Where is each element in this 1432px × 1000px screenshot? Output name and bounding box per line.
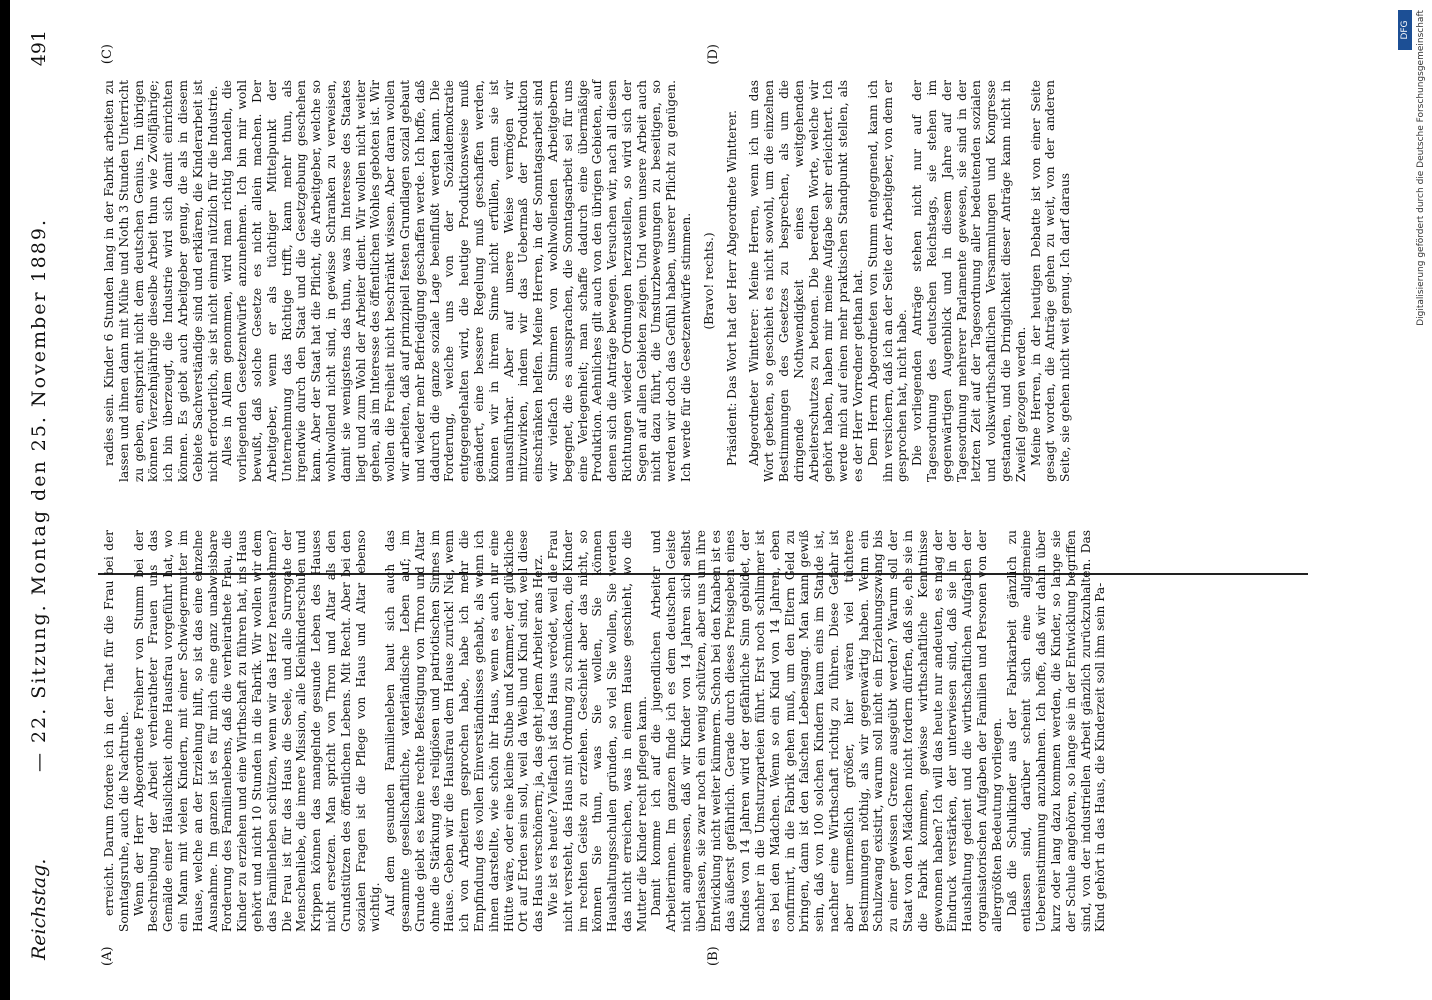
paragraph: Wenn der Herr Abgeordnete Freiherr von Stumm bei der Beschreibung der Arbeit verheiratheter Frauen uns das Gemälde einer Häuslichkeit ohne Hausfrau vorgeführt hat, wo ein Mann mit vielen Kindern, mit einer Schwiegermutter im Hause, welche an der Erziehung hilft, so ist das eine einzelne Ausnahme. Im ganzen ist es für mich eine ganz unabweisbare Forderung des Familienlebens, daß die verheirathete Frau, die Kinder zu erziehen und eine Wirthschaft zu führen hat, ins Haus gehört und nicht 10 Stunden in die Fabrik. Wir wollen wir dem das Familienleben schützen, wenn wir das Herz herausnehmen? Die Frau ist für das Haus die Seele, und alle Surrogate der Menschenliebe, die innere Mission, alle Kleinkinderschulen und Krippen können das mangelnde gesunde Leben des Hauses nicht ersetzen. Man spricht von Thron und Altar als den Grundstützen des öffentlichen Lebens. Mit Recht. Aber bei den sozialen Fragen ist die Pflege von Haus und Altar ebenso wichtig. — [131, 530, 383, 932]
paragraph: Abgeordneter Wintterer: Meine Herren, wenn ich um das Wort gebeten, so geschieht es nicht sowohl, um die einzelnen Bestimmungen des Gesetzes zu besprechen, als um die dringende Nothwendigkeit eines weitgehenden Arbeiterschutzes zu betonen. Die beredten Worte, welche wir gehört haben, haben mir meine Aufgabe sehr erleichtert. Ich werde mich auf einen mehr praktischen Standpunkt stellen, als es der Herr Vorredner gethan hat. — [747, 80, 866, 482]
margin-marker-d: (D) — [706, 44, 721, 65]
page-header — [6, 30, 66, 960]
digitization-credit: Digitalisierung gefördert durch die Deutsche Forschungsgemeinschaft — [1416, 10, 1426, 326]
margin-marker-b: (B) — [706, 946, 721, 966]
paragraph: erreicht. Darum fordere ich in der That für die Frau bei der Sonntagsruhe, auch die Nachtruhe. — [102, 530, 131, 932]
right-column — [102, 80, 1302, 482]
paragraph: Die vorliegenden Anträge stehen nicht nur auf der Tagesordnung des deutschen Reichstags, sie stehen im gegenwärtigen Augenblick und in diesem Jahre auf der Tagesordnung mehrerer Parlamente gewesen, sie sind in der letzten Zeit auf der Tagesordnung aller bedeutenden sozialen und volkswirthschaftlichen Versammlungen und Kongresse gestanden, und die Dringlichkeit dieser Anträge kann nicht in Zweifel gezogen werden. — [910, 80, 1028, 482]
header-title: — 22. Sitzung. Montag den 25. November 1889. — [28, 218, 50, 772]
header-left: Reichstag. — [28, 858, 50, 960]
paragraph: Auf dem gesunden Familienleben baut sich auch das gesammte gesellschaftliche, vaterländische Leben auf; im Grunde giebt es keine rechte Befestigung von Thron und Altar ohne die Stärkung des religiösen und patriotischen Sinnes im Hause. Geben wir die Hausfrau dem Hause zurück! Nie, wenn ich von Arbeitern gesprochen habe, habe ich mehr die Empfindung des vollen Einverständnisses gehabt, als wenn ich ihnen darstellte, wie schön ihr Haus, wenn es auch nur eine Hütte wäre, oder eine kleine Stube und Kammer, der glückliche Ort auf Erden sein soll, weil da Weib und Kind sind, weil diese das Haus verschönern; ja, das geht jedem Arbeiter ans Herz. — [383, 530, 546, 932]
paragraph: Meine Herren, in der heutigen Debatte ist von einer Seite gesagt worden, die Anträge gehen zu weit, von der anderen Seite, sie gehen nicht weit genug. Ich darf daraus — [1028, 80, 1073, 482]
paragraph: radies sein. Kinder 6 Stunden lang in der Fabrik arbeiten zu lassen und ihnen dann mit Mühe und Noth 3 Stunden Unterricht zu geben, entspricht nicht dem deutschen Genius. Im übrigen können Vierzehnjährige dieselbe Arbeit thun wie Zwölfjährige; ich bin überzeugt, die Industrie wird sich damit einrichten können. Es giebt auch Arbeitgeber genug, die als in diesem Gebiete Sachverständige sind und erklären, die Kinderarbeit ist nicht erforderlich, sie ist nicht einmal nützlich für die Industrie. — [102, 80, 220, 482]
paragraph: Dem Herrn Abgeordneten von Stumm entgegnend, kann ich ihn versichern, daß ich an der Seite der Arbeitgeber, von dem er gesprochen hat, nicht habe. — [865, 80, 910, 482]
paragraph: Wie ist es heute? Vielfach ist das Haus verödet, weil die Frau nicht versteht, das Haus mit Ordnung zu schmücken, die Kinder im rechten Geiste zu erziehen. Geschieht aber das nicht, so können Sie thun, was Sie wollen, Sie können Haushaltungsschulen gründen, so viel Sie wollen, Sie werden das nicht erreichen, was in einem Hause geschieht, wo die Mutter die Kinder recht pflegen kann. — [545, 530, 649, 932]
paragraph: Daß die Schulkinder aus der Fabrikarbeit gänzlich zu entlassen sind, darüber scheint sich eine allgemeine Uebereinstimmung anzubahnen. Ich hoffe, daß wir dahin über kurz oder lang dazu kommen werden, die Kinder, so lange sie der Schule angehören, so lange sie in der Entwicklung begriffen sind, von der industriellen Arbeit gänzlich zurückzuhalten. Das Kind gehört in das Haus, die Kinderzeit soll ihm sein Pa- — [1004, 530, 1108, 932]
applause-note: (Bravo! rechts.) — [701, 232, 716, 330]
president-line: Präsident: Das Wort hat der Herr Abgeordnete Wintterer. — [724, 109, 739, 466]
margin-marker-c: (C) — [100, 44, 115, 65]
paragraph: Damit komme ich auf die jugendlichen Arbeiter und Arbeiterinnen. Im ganzen finde ich es dem deutschen Geiste nicht angemessen, daß wir Kinder von 14 Jahren sich selbst überlassen, sie zwar noch ein wenig schützen, aber uns um ihre Entwicklung nicht weiter kümmern. Schon bei den Knaben ist es das äußerst gefährlich. Gerade durch dieses Preisgeben eines Kindes von 14 Jahren wird der gefährliche Sinn gebildet, der nachher in die Umsturzparteien führt. Erst noch schlimmer ist es bei den Mädchen. Wenn so ein Kind von 14 Jahren, eben confirmirt, in die Fabrik gehen muß, um den Eltern Geld zu bringen, dann ist den falschen Lebensgang. Man kann gewiß sein, daß von 100 solchen Kindern kaum eins im Stande ist, nachher eine Wirthschaft richtig zu führen. Diese Gefahr ist aber unermeßlich größer, hier wären viel tüchtere Bestimmungen nöthig, als wir gegenwärtig haben. Wenn ein Schulzwang existirt, warum soll nicht ein Erziehungszwang bis zu einer gewissen Grenze ausgeübt werden? Warum soll der Staat von den Mädchen nicht fordern dürfen, daß sie, ehe sie in die Fabrik kommen, gewisse wirthschaftliche Kenntnisse gewonnen haben? Ich will das heute nur andeuten, es mag der Eindruck verstärken, der unterwiesen sind, daß sie in der Haushaltung gedient und die wirthschaftlichen Aufgaben der organisatorischen Aufgaben der Familien und Personen von der allergrößten Bedeutung vorliegen. — [649, 530, 1004, 932]
page-number: 491 — [28, 30, 50, 67]
paragraph: Alles in Allem genommen, wird man richtig handeln, die vorliegenden Gesetzentwürfe anzunehmen. Ich bin mir wohl bewußt, daß solche Gesetze es nicht allein machen. Der Arbeitgeber, wenn er als tüchtiger Mittelpunkt der Unternehmung das Richtige trifft, kann mehr thun, als irgendwie durch den Staat und die Gesetzgebung geschehen kann. Aber der Staat hat die Pflicht, die Arbeitgeber, welche so wohlwollend nicht sind, in gewisse Schranken zu verweisen, damit sie wenigstens das thun, was im Interesse des Staates liegt und zum Wohl der Arbeiter dient. Wir wollen nicht weiter gehen, als im Interesse des öffentlichen Wohles geboten ist. Wir wollen die Freiheit nicht beschränkt wissen. Aber daran wollen wir arbeiten, daß auf prinzipiell festen Grundlagen sozial gebaut und wieder mehr Befriedigung geschaffen werde. Ich hoffe, daß dadurch die ganze soziale Lage beeinflußt werden kann. Die Forderung, welche uns von der Sozialdemokratie entgegengehalten wird, die heutige Produktionsweise muß geändert, eine bessere Regelung muß geschaffen werden, können wir in ihrem Sinne nicht erfüllen, denn sie ist unausführbar. Aber auf unsere Weise vermögen wir mitzuwirken, indem wir das Uebermaß der Produktion einschränken helfen. Meine Herren, in der Sonntagsarbeit sind wir vielfach Stimmen von wohlwollenden Arbeitgebern begegnet, die es aussprachen, die Sonntagsarbeit sei für uns eine Verlegenheit; man schaffe dadurch eine übermäßige Produktion. Aehnliches gilt auch von den übrigen Gebieten, auf denen sich die Anträge bewegen. Versuchen wir, nach all diesen Richtungen wieder Ordnungen herzustellen, so wird sich der Segen auf allen Gebieten zeigen. Und wenn unsere Arbeit auch nicht dazu führt, die Umsturzbewegungen zu beseitigen, so werden wir doch das Gefühl haben, unserer Pflicht zu genügen. Ich werde für die Gesetzentwürfe stimmen. — [220, 80, 694, 482]
body-text — [102, 80, 1302, 932]
dfg-logo: DFG — [1398, 10, 1412, 50]
margin-marker-a: (A) — [100, 946, 115, 966]
left-column — [102, 530, 1302, 932]
